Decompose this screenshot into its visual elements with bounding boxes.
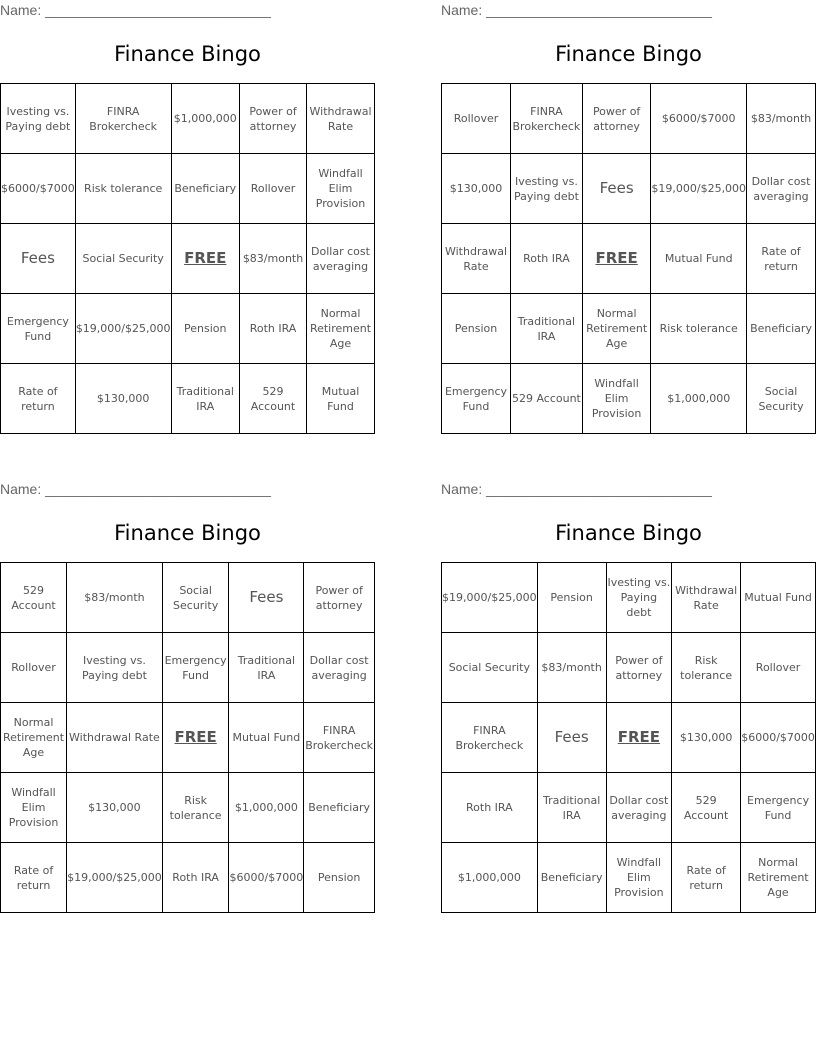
card-title: Finance Bingo bbox=[114, 521, 261, 545]
bingo-cell: 529 Account bbox=[1, 563, 67, 633]
bingo-cell: Ivesting vs. Paying debt bbox=[1, 84, 76, 154]
bingo-row bbox=[442, 224, 816, 294]
name-field-label: Name: _____________________________ bbox=[0, 2, 271, 18]
bingo-card-2 bbox=[441, 0, 816, 440]
bingo-cell: 529 Account bbox=[240, 364, 307, 434]
bingo-cell: Emergency Fund bbox=[442, 364, 511, 434]
bingo-cell: $19,000/$25,000 bbox=[442, 563, 538, 633]
bingo-row bbox=[442, 364, 816, 434]
bingo-cell: Risk tolerance bbox=[651, 294, 747, 364]
bingo-cell: Withdrawal Rate bbox=[307, 84, 375, 154]
bingo-cell: Withdrawal Rate bbox=[67, 703, 163, 773]
bingo-cell: Risk tolerance bbox=[162, 773, 229, 843]
bingo-row bbox=[442, 294, 816, 364]
bingo-cell: FINRA Brokercheck bbox=[75, 84, 171, 154]
bingo-cell: Social Security bbox=[75, 224, 171, 294]
free-space-cell: FREE bbox=[606, 703, 672, 773]
bingo-cell: Pension bbox=[171, 294, 240, 364]
bingo-cell: $6000/$7000 bbox=[741, 703, 816, 773]
bingo-cell: Rate of return bbox=[1, 843, 67, 913]
bingo-cell: $1,000,000 bbox=[442, 843, 538, 913]
bingo-cell: Dollar cost averaging bbox=[606, 773, 672, 843]
bingo-cell: $19,000/$25,000 bbox=[651, 154, 747, 224]
bingo-cell: $1,000,000 bbox=[651, 364, 747, 434]
bingo-cell: Windfall Elim Provision bbox=[606, 843, 672, 913]
bingo-cell: Mutual Fund bbox=[651, 224, 747, 294]
bingo-row bbox=[442, 703, 816, 773]
bingo-cell: $6000/$7000 bbox=[229, 843, 304, 913]
bingo-cell: FINRA Brokercheck bbox=[442, 703, 538, 773]
bingo-grid bbox=[441, 562, 816, 913]
bingo-cell: Traditional IRA bbox=[229, 633, 304, 703]
card-title: Finance Bingo bbox=[114, 42, 261, 66]
bingo-cell: Pension bbox=[442, 294, 511, 364]
bingo-cell: Dollar cost averaging bbox=[304, 633, 375, 703]
bingo-row bbox=[1, 84, 375, 154]
bingo-cell: Fees bbox=[229, 563, 304, 633]
bingo-cell: Beneficiary bbox=[747, 294, 816, 364]
bingo-cell: 529 Account bbox=[510, 364, 582, 434]
bingo-cell: Power of attorney bbox=[606, 633, 672, 703]
bingo-cell: Withdrawal Rate bbox=[672, 563, 741, 633]
bingo-cell: Traditional IRA bbox=[171, 364, 240, 434]
bingo-cell: Beneficiary bbox=[537, 843, 606, 913]
bingo-row bbox=[442, 563, 816, 633]
bingo-cell: $19,000/$25,000 bbox=[75, 294, 171, 364]
bingo-card-4 bbox=[441, 479, 816, 919]
bingo-grid bbox=[0, 83, 375, 434]
bingo-cell: Normal Retirement Age bbox=[582, 294, 651, 364]
bingo-cell: Beneficiary bbox=[304, 773, 375, 843]
bingo-cell: Rate of return bbox=[747, 224, 816, 294]
bingo-row bbox=[442, 633, 816, 703]
bingo-cell: Normal Retirement Age bbox=[1, 703, 67, 773]
bingo-cell: FINRA Brokercheck bbox=[510, 84, 582, 154]
bingo-cell: $130,000 bbox=[67, 773, 163, 843]
free-space-cell: FREE bbox=[171, 224, 240, 294]
bingo-cell: $6000/$7000 bbox=[651, 84, 747, 154]
bingo-cell: Risk tolerance bbox=[75, 154, 171, 224]
bingo-cell: Roth IRA bbox=[162, 843, 229, 913]
bingo-cell: $83/month bbox=[747, 84, 816, 154]
bingo-cell: $83/month bbox=[240, 224, 307, 294]
bingo-cell: Dollar cost averaging bbox=[747, 154, 816, 224]
bingo-card-1 bbox=[0, 0, 375, 440]
bingo-cell: Rate of return bbox=[1, 364, 76, 434]
bingo-cell: Rollover bbox=[741, 633, 816, 703]
name-field-label: Name: _____________________________ bbox=[0, 481, 271, 497]
bingo-grid bbox=[441, 83, 816, 434]
bingo-cell: Beneficiary bbox=[171, 154, 240, 224]
name-field-label: Name: _____________________________ bbox=[441, 2, 712, 18]
bingo-cell: $130,000 bbox=[672, 703, 741, 773]
bingo-row bbox=[1, 364, 375, 434]
bingo-cell: Rollover bbox=[1, 633, 67, 703]
bingo-cell: Fees bbox=[582, 154, 651, 224]
bingo-cell: Mutual Fund bbox=[741, 563, 816, 633]
bingo-cell: $130,000 bbox=[442, 154, 511, 224]
bingo-row bbox=[442, 773, 816, 843]
bingo-cell: Emergency Fund bbox=[1, 294, 76, 364]
bingo-card-3 bbox=[0, 479, 375, 919]
bingo-cell: $130,000 bbox=[75, 364, 171, 434]
bingo-grid bbox=[0, 562, 375, 913]
bingo-cell: Power of attorney bbox=[240, 84, 307, 154]
bingo-row bbox=[1, 563, 375, 633]
bingo-cell: Mutual Fund bbox=[307, 364, 375, 434]
bingo-cell: Pension bbox=[537, 563, 606, 633]
free-space-cell: FREE bbox=[582, 224, 651, 294]
card-title: Finance Bingo bbox=[555, 521, 702, 545]
bingo-cell: Mutual Fund bbox=[229, 703, 304, 773]
bingo-cell: Power of attorney bbox=[304, 563, 375, 633]
bingo-cell: Windfall Elim Provision bbox=[582, 364, 651, 434]
bingo-cell: Rollover bbox=[442, 84, 511, 154]
bingo-cell: 529 Account bbox=[672, 773, 741, 843]
bingo-cell: Rate of return bbox=[672, 843, 741, 913]
bingo-cell: Normal Retirement Age bbox=[741, 843, 816, 913]
bingo-cell: Emergency Fund bbox=[741, 773, 816, 843]
bingo-cell: $1,000,000 bbox=[171, 84, 240, 154]
bingo-row bbox=[1, 633, 375, 703]
bingo-cell: Rollover bbox=[240, 154, 307, 224]
bingo-row bbox=[442, 154, 816, 224]
bingo-row bbox=[1, 224, 375, 294]
bingo-cell: Ivesting vs. Paying debt bbox=[606, 563, 672, 633]
bingo-cell: FINRA Brokercheck bbox=[304, 703, 375, 773]
bingo-cell: Social Security bbox=[442, 633, 538, 703]
bingo-cell: $19,000/$25,000 bbox=[67, 843, 163, 913]
bingo-cell: Normal Retirement Age bbox=[307, 294, 375, 364]
bingo-row bbox=[1, 843, 375, 913]
bingo-cell: Pension bbox=[304, 843, 375, 913]
bingo-cell: Fees bbox=[537, 703, 606, 773]
bingo-row bbox=[1, 154, 375, 224]
bingo-cell: Windfall Elim Provision bbox=[307, 154, 375, 224]
bingo-row bbox=[1, 294, 375, 364]
bingo-row bbox=[1, 703, 375, 773]
bingo-cell: Power of attorney bbox=[582, 84, 651, 154]
bingo-row bbox=[442, 84, 816, 154]
card-title: Finance Bingo bbox=[555, 42, 702, 66]
bingo-cell: Social Security bbox=[162, 563, 229, 633]
bingo-cell: Fees bbox=[1, 224, 76, 294]
name-field-label: Name: _____________________________ bbox=[441, 481, 712, 497]
bingo-cell: Windfall Elim Provision bbox=[1, 773, 67, 843]
bingo-cell: Traditional IRA bbox=[537, 773, 606, 843]
bingo-cell: Withdrawal Rate bbox=[442, 224, 511, 294]
bingo-cell: Dollar cost averaging bbox=[307, 224, 375, 294]
bingo-row bbox=[1, 773, 375, 843]
bingo-cell: $6000/$7000 bbox=[1, 154, 76, 224]
bingo-cell: $83/month bbox=[67, 563, 163, 633]
bingo-cell: Roth IRA bbox=[442, 773, 538, 843]
bingo-cell: Ivesting vs. Paying debt bbox=[510, 154, 582, 224]
bingo-cell: Risk tolerance bbox=[672, 633, 741, 703]
bingo-cell: $1,000,000 bbox=[229, 773, 304, 843]
bingo-cell: Ivesting vs. Paying debt bbox=[67, 633, 163, 703]
bingo-cell: Emergency Fund bbox=[162, 633, 229, 703]
bingo-cell: $83/month bbox=[537, 633, 606, 703]
free-space-cell: FREE bbox=[162, 703, 229, 773]
bingo-cell: Roth IRA bbox=[510, 224, 582, 294]
bingo-cell: Traditional IRA bbox=[510, 294, 582, 364]
bingo-cell: Social Security bbox=[747, 364, 816, 434]
bingo-cell: Roth IRA bbox=[240, 294, 307, 364]
bingo-row bbox=[442, 843, 816, 913]
